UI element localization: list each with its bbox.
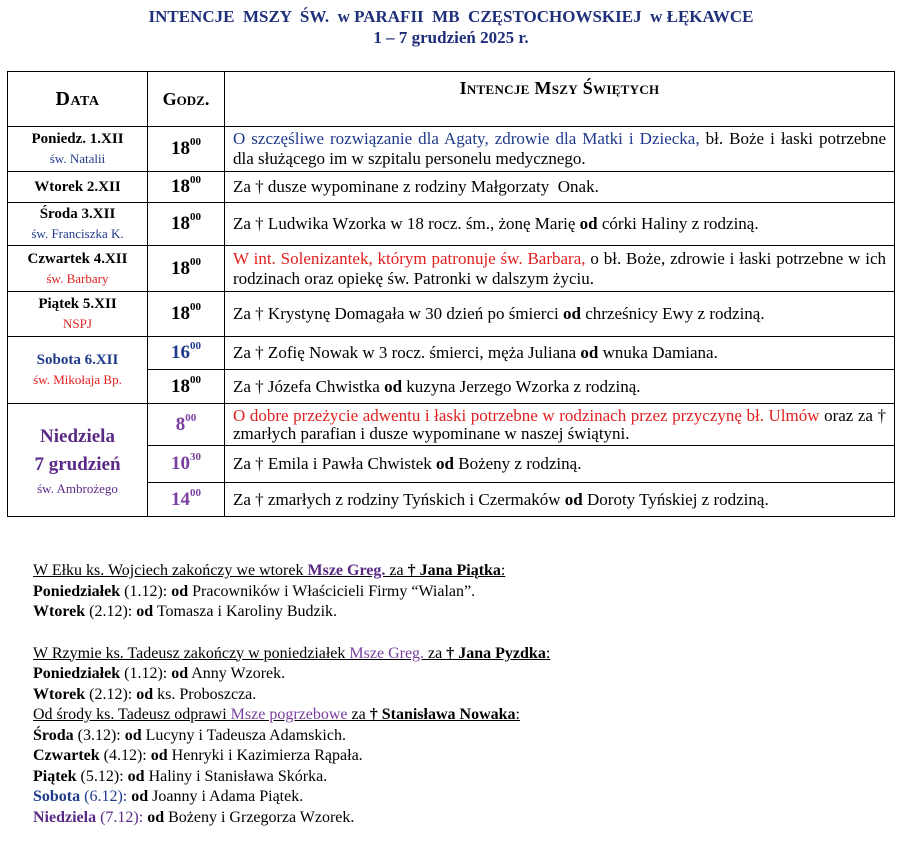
day-label: Środa 3.XII	[39, 206, 116, 222]
intro-text: Od środy ks. Tadeusz odprawi	[33, 706, 231, 723]
day-cell	[8, 127, 148, 172]
mass-intentions-table	[7, 71, 895, 517]
note-date: (2.12):	[85, 685, 137, 703]
note-date: (4.12):	[99, 747, 151, 764]
intention-text-cont: córki Haliny z rodziną.	[597, 214, 759, 233]
note-date: (1.12):	[120, 665, 172, 682]
saint-label: NSPJ	[63, 316, 92, 331]
day-label: Niedziela	[40, 425, 115, 447]
day-cell	[8, 404, 148, 517]
day-cell	[8, 172, 148, 203]
intention-text: O szczęśliwe rozwiązanie dla Agaty, zdrowie dla Matki i Dziecka,	[233, 129, 700, 148]
od-word: od	[580, 343, 599, 362]
hour-minutes: 00	[190, 174, 201, 186]
hour-minutes: 00	[190, 255, 201, 268]
intention-text-cont: Doroty Tyńskiej z rodziną.	[582, 489, 769, 509]
hour-minutes: 00	[185, 411, 197, 424]
intention-text: Za † Krystynę Domagała w 30 dzień po śmierci	[233, 304, 563, 323]
hour-cell	[148, 404, 225, 446]
intention-text: Za † Emila i Pawła Chwistek	[233, 454, 437, 473]
hour-minutes: 00	[190, 136, 201, 148]
intention-text-cont: wnuka Damiana.	[598, 343, 718, 362]
intro-name: † Jana Pyzdka	[446, 644, 546, 662]
intention-cell	[225, 172, 895, 203]
od-word: od	[136, 685, 154, 703]
notes-intro	[33, 644, 550, 665]
note-date: (3.12):	[73, 726, 125, 744]
list-item	[33, 664, 550, 685]
day-label: Czwartek 4.XII	[27, 250, 128, 267]
saint-label: św. Mikołaja Bp.	[33, 372, 122, 387]
hour-value: 14	[171, 488, 190, 510]
hour-minutes: 30	[190, 451, 201, 463]
hour-value: 18	[171, 375, 190, 397]
intro-colon: :	[515, 706, 520, 723]
intention-text: O dobre przeżycie adwentu i łaski potrzebne w rodzinach przez przyczynę bł. Ulmów	[233, 405, 820, 425]
intention-text-cont: kuzyna Jerzego Wzorka z rodziną.	[402, 376, 641, 396]
od-word: od	[147, 808, 165, 826]
table-row	[8, 246, 895, 292]
title-line-1: INTENCJE MSZY ŚW. w PARAFII MB CZĘSTOCHOWSKIEJ w ŁĘKAWCE	[148, 7, 754, 26]
table-header	[8, 72, 895, 127]
day-label: Piątek 5.XII	[38, 296, 117, 312]
header-hour: Godz.	[148, 72, 225, 127]
hour-cell	[148, 337, 225, 370]
hour-cell	[148, 127, 225, 172]
od-word: od	[171, 582, 189, 600]
od-word: od	[579, 214, 598, 233]
note-text: Henryki i Kazimierza Rąpała.	[167, 747, 363, 764]
intention-cell	[225, 483, 895, 517]
note-day: Wtorek	[33, 685, 86, 703]
hour-cell	[148, 370, 225, 404]
list-item	[33, 767, 550, 788]
od-word: od	[127, 767, 145, 785]
note-day: Wtorek	[33, 603, 86, 620]
hour-minutes: 00	[190, 340, 201, 352]
hour-cell	[148, 483, 225, 517]
intention-text: Za † dusze wypominane z rodziny Małgorzaty Onak.	[233, 177, 599, 196]
intention-cell	[225, 246, 895, 292]
intention-text: Za † Ludwika Wzorka w 18 rocz. śm., żonę Marię	[233, 214, 580, 233]
hour-cell	[148, 246, 225, 292]
hour-value: 18	[171, 138, 190, 159]
note-day: Piątek	[33, 767, 77, 785]
notes-intro	[33, 705, 550, 726]
table-row	[8, 172, 895, 203]
intro-highlight: Msze pogrzebowe	[230, 706, 348, 723]
hour-minutes: 00	[190, 211, 201, 223]
spacer	[33, 623, 550, 644]
intention-text: Za † Józefa Chwistka	[233, 376, 385, 396]
od-word: od	[563, 304, 581, 323]
intention-cell	[225, 292, 895, 337]
intention-text-cont: o bł. Boże, zdrowie i łaski potrzebne w ich rodzinach oraz opiekę św. Patronki w dalszym życiu.	[233, 248, 886, 288]
day-cell	[8, 203, 148, 246]
page-title	[0, 6, 902, 48]
list-item	[33, 726, 550, 747]
table-row	[8, 337, 895, 370]
header-intention: Intencje Mszy Świętych	[225, 72, 895, 127]
od-word: od	[136, 603, 154, 620]
notes-intro	[33, 561, 550, 582]
intro-colon: :	[545, 644, 551, 662]
title-line-2: 1 – 7 grudzień 2025 r.	[373, 28, 529, 47]
hour-value: 8	[175, 413, 186, 435]
intention-cell	[225, 337, 895, 370]
od-word: od	[124, 726, 142, 744]
od-word: od	[384, 376, 403, 396]
hour-value: 10	[171, 453, 190, 474]
intro-highlight: Msze Greg.	[349, 644, 425, 662]
note-date: (5.12):	[76, 767, 128, 785]
intro-text: W Rzymie ks. Tadeusz zakończy w poniedziałek	[33, 644, 350, 662]
day-cell	[8, 337, 148, 404]
intention-text-cont: oraz za † zmarłych parafian i dusze wypominane w naszej świątyni.	[233, 405, 886, 443]
note-day: Poniedziałek	[33, 582, 121, 600]
note-date: (7.12):	[96, 808, 148, 826]
gregorian-masses-notes	[33, 561, 550, 828]
table-row	[8, 404, 895, 446]
saint-label: św. Franciszka K.	[31, 226, 124, 241]
note-date: (2.12):	[85, 603, 137, 620]
hour-value: 18	[171, 213, 190, 234]
note-day: Środa	[33, 726, 74, 744]
hour-cell	[148, 446, 225, 483]
od-word: od	[436, 454, 454, 473]
intention-text-cont: Bożeny z rodziną.	[454, 454, 582, 473]
list-item	[33, 602, 550, 623]
note-day: Sobota	[33, 788, 81, 805]
od-word: od	[150, 747, 168, 764]
note-text: Pracowników i Właścicieli Firmy “Wialan”.	[188, 582, 476, 600]
hour-minutes: 00	[190, 301, 201, 313]
intention-text-cont: chrześnicy Ewy z rodziną.	[580, 304, 765, 323]
od-word: od	[131, 788, 149, 805]
intention-cell	[225, 127, 895, 172]
intention-text: W int. Solenizantek, którym patronuje św. Barbara,	[233, 248, 586, 268]
note-text: Tomasza i Karoliny Budzik.	[153, 603, 338, 620]
hour-minutes: 00	[190, 373, 201, 386]
day-cell	[8, 292, 148, 337]
od-word: od	[171, 665, 189, 682]
intro-highlight: Msze Greg.	[307, 562, 386, 579]
hour-cell	[148, 203, 225, 246]
list-item	[33, 685, 550, 706]
intro-colon: :	[500, 562, 506, 579]
note-text: Bożeny i Grzegorza Wzorek.	[164, 808, 355, 826]
note-text: Joanny i Adama Piątek.	[148, 788, 304, 805]
day-cell	[8, 246, 148, 292]
table-row	[8, 203, 895, 246]
hour-value: 18	[171, 257, 190, 279]
list-item	[33, 787, 550, 808]
saint-label: św. Ambrożego	[37, 480, 118, 496]
hour-value: 18	[171, 176, 190, 197]
saint-label: św. Natalii	[49, 151, 106, 166]
intro-text: W Ełku ks. Wojciech zakończy we wtorek	[33, 562, 308, 579]
hour-value: 18	[171, 303, 190, 324]
table-row	[8, 292, 895, 337]
intention-cell	[225, 370, 895, 404]
day-label: Poniedz. 1.XII	[31, 131, 124, 147]
intention-text: Za † Zofię Nowak w 3 rocz. śmierci, męża Juliana	[233, 343, 581, 362]
note-day: Czwartek	[33, 747, 100, 764]
saint-label: św. Barbary	[46, 270, 109, 286]
intro-text-cont: za	[424, 644, 447, 662]
hour-minutes: 00	[190, 486, 201, 499]
day-label: Sobota 6.XII	[36, 352, 119, 368]
note-text: Lucyny i Tadeusza Adamskich.	[141, 726, 346, 744]
hour-value: 16	[171, 342, 190, 363]
note-day: Poniedziałek	[33, 665, 121, 682]
note-day: Niedziela	[33, 808, 97, 826]
hour-cell	[148, 292, 225, 337]
intro-name: † Stanisława Nowaka	[369, 706, 516, 723]
intro-text-cont: za	[385, 562, 408, 579]
day-date: 7 grudzień	[34, 453, 121, 475]
intention-cell	[225, 404, 895, 446]
intention-text: Za † zmarłych z rodziny Tyńskich i Czermaków	[233, 489, 565, 509]
table-row	[8, 127, 895, 172]
note-date: (1.12):	[120, 582, 172, 600]
list-item	[33, 808, 550, 829]
hour-cell	[148, 172, 225, 203]
day-label: Wtorek 2.XII	[34, 178, 121, 195]
intention-cell	[225, 446, 895, 483]
note-date: (6.12):	[80, 788, 132, 805]
od-word: od	[564, 489, 583, 509]
intro-name: † Jana Piątka	[407, 562, 501, 579]
intention-text-cont: bł. Boże i łaski potrzebne dla służącego im w szpitalu personelu medycznego.	[233, 129, 886, 168]
list-item	[33, 746, 550, 767]
header-date: Data	[8, 72, 148, 127]
intro-text-cont: za	[347, 706, 370, 723]
note-text: Haliny i Stanisława Skórka.	[144, 767, 328, 785]
list-item	[33, 582, 550, 603]
intention-cell	[225, 203, 895, 246]
note-text: ks. Proboszcza.	[153, 685, 257, 703]
note-text: Anny Wzorek.	[188, 665, 286, 682]
